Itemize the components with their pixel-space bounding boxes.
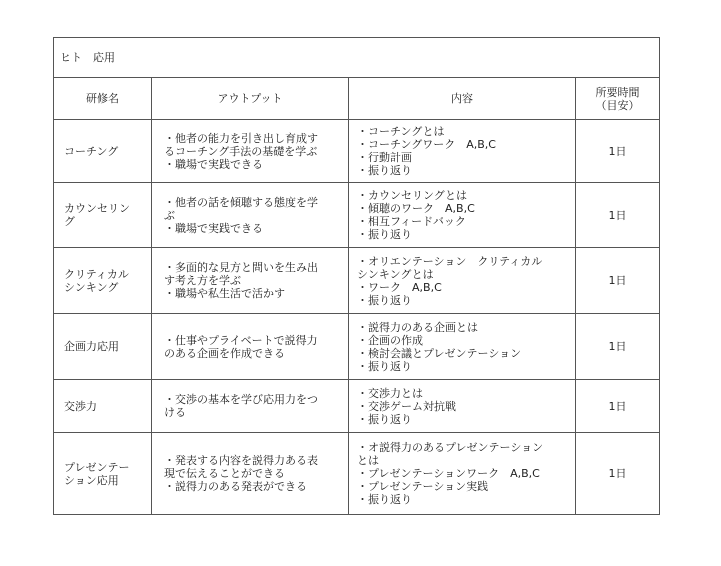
table-title-row: [54, 38, 660, 78]
course-duration: 1日: [576, 248, 660, 314]
header-content: 内容: [349, 78, 576, 120]
output-line: のある企画を作成できる: [164, 346, 285, 360]
header-name: 研修名: [54, 78, 152, 120]
output-line: ぶ: [164, 208, 175, 222]
output-line: ・説得力のある発表ができる: [164, 480, 307, 493]
output-line: ・発表する内容を説得力ある表: [164, 454, 318, 467]
content-line: ・行動計画: [357, 151, 412, 164]
output-line: ・多面的な見方と問いを生み出: [164, 261, 318, 274]
course-output: [152, 433, 349, 515]
output-line: ける: [164, 406, 186, 419]
course-name: [54, 248, 152, 314]
content-line: ・傾聴のワーク A,B,C: [357, 202, 475, 215]
content-line: ・企画の作成: [357, 333, 423, 347]
content-line: ・コーチングとは: [357, 125, 445, 138]
course-content: [349, 314, 576, 380]
output-line: るコーチング手法の基礎を学ぶ: [164, 144, 318, 158]
content-line: シンキングとは: [357, 267, 434, 281]
course-name-line: カウンセリン: [64, 202, 130, 215]
course-name-line: グ: [64, 215, 75, 228]
output-line: ・職場で実践できる: [164, 221, 263, 235]
content-line: ・プレゼンテーションワーク A,B,C: [357, 467, 540, 480]
course-duration: 1日: [576, 183, 660, 248]
course-name: [54, 380, 152, 433]
course-content: [349, 433, 576, 515]
output-line: す考え方を学ぶ: [164, 274, 241, 287]
content-line: ・検討会議とプレゼンテーション: [357, 346, 522, 360]
course-name-line: 企画力応用: [64, 340, 119, 353]
content-line: ・振り返り: [357, 293, 412, 307]
course-output: [152, 183, 349, 248]
content-line: ・オ説得力のあるプレゼンテーション: [357, 441, 544, 454]
course-name-line: シンキング: [64, 280, 119, 294]
course-content: [349, 380, 576, 433]
table-row: [54, 248, 660, 314]
output-line: ・交渉の基本を学び応用力をつ: [164, 393, 318, 406]
course-name: [54, 120, 152, 183]
content-line: ・オリエンテーション クリティカル: [357, 254, 543, 268]
output-line: ・仕事やプライベートで説得力: [164, 333, 318, 347]
content-line: ・カウンセリングとは: [357, 189, 467, 202]
header-duration: [576, 78, 660, 120]
course-content: [349, 248, 576, 314]
table-title: ヒト 応用: [54, 38, 660, 78]
output-line: ・他者の能力を引き出し育成す: [164, 131, 318, 145]
course-name-line: ション応用: [64, 473, 119, 487]
output-line: ・職場で実践できる: [164, 157, 263, 171]
training-table: [53, 37, 660, 515]
course-output: [152, 120, 349, 183]
course-duration: 1日: [576, 120, 660, 183]
table-row: [54, 433, 660, 515]
course-content: [349, 120, 576, 183]
output-line: ・職場や私生活で活かす: [164, 287, 285, 300]
course-name-line: クリティカル: [64, 267, 129, 281]
course-name-line: プレゼンテー: [64, 460, 130, 474]
course-output: [152, 380, 349, 433]
content-line: ・振り返り: [357, 228, 412, 241]
output-line: ・他者の話を傾聴する態度を学: [164, 195, 318, 209]
header-output: アウトプット: [152, 78, 349, 120]
content-line: ・相互フィードバック: [357, 215, 466, 228]
content-line: ・説得力のある企画とは: [357, 320, 478, 334]
output-line: 現で伝えることができる: [164, 467, 285, 480]
content-line: ・振り返り: [357, 164, 412, 177]
content-line: ・ワーク A,B,C: [357, 280, 442, 294]
header-row: [54, 78, 660, 120]
course-content: [349, 183, 576, 248]
course-output: [152, 314, 349, 380]
course-duration: 1日: [576, 314, 660, 380]
course-output: [152, 248, 349, 314]
course-name-line: コーチング: [64, 144, 119, 158]
table-row: [54, 120, 660, 183]
header-duration-line: 所要時間: [595, 85, 640, 99]
content-line: ・交渉ゲーム対抗戦: [357, 399, 456, 413]
course-name: [54, 314, 152, 380]
content-line: ・交渉力とは: [357, 386, 423, 400]
content-line: ・振り返り: [357, 493, 412, 506]
table-row: [54, 183, 660, 248]
table-row: [54, 314, 660, 380]
course-name: [54, 183, 152, 248]
table-row: [54, 380, 660, 433]
course-name-line: 交渉力: [64, 399, 97, 413]
content-line: ・コーチングワーク A,B,C: [357, 138, 496, 151]
content-line: ・振り返り: [357, 412, 412, 426]
course-duration: 1日: [576, 433, 660, 515]
content-line: とは: [357, 454, 379, 467]
content-line: ・プレゼンテーション実践: [357, 480, 489, 493]
course-duration: 1日: [576, 380, 660, 433]
content-line: ・振り返り: [357, 359, 412, 373]
header-duration-line: （目安）: [595, 98, 640, 112]
course-name: [54, 433, 152, 515]
